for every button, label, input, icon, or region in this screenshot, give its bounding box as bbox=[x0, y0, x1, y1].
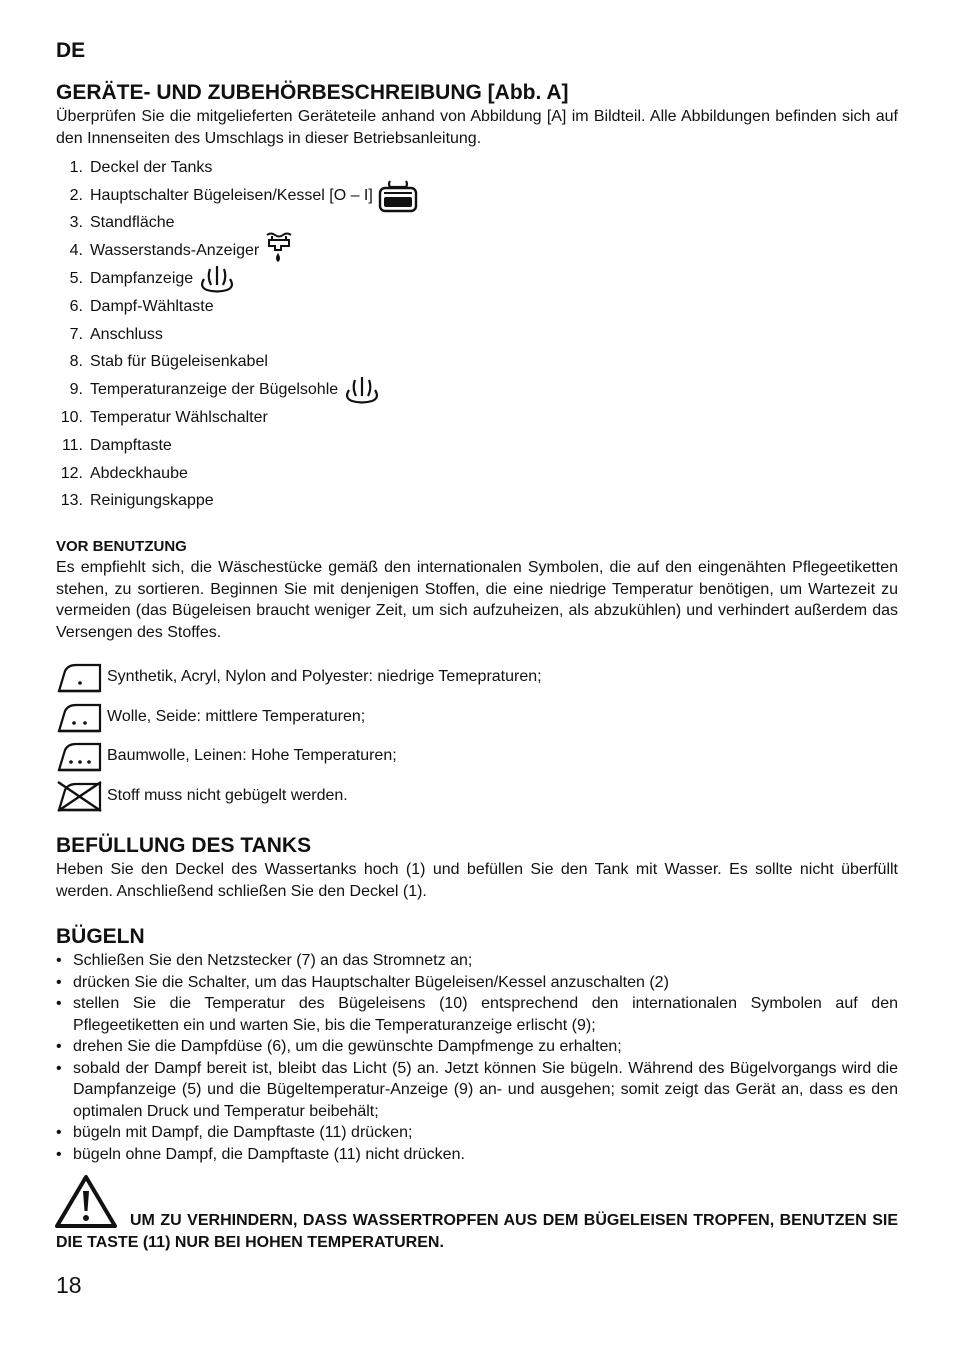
list-item: • Schließen Sie den Netzstecker (7) an das Stromnetz an; bbox=[56, 950, 898, 972]
page-number: 18 bbox=[56, 1272, 82, 1298]
list-item: • bügeln ohne Dampf, die Dampftaste (11) nicht drücken. bbox=[56, 1144, 898, 1166]
iron-one-dot-icon bbox=[56, 661, 102, 693]
before-use-heading: VOR BENUTZUNG bbox=[56, 538, 187, 556]
ironing-heading: BÜGELN bbox=[56, 925, 145, 949]
list-item: 2. Hauptschalter Bügeleisen/Kessel [O – I] bbox=[56, 182, 898, 210]
list-item: 4. Wasserstands-Anzeiger bbox=[56, 237, 898, 265]
list-item: • drücken Sie die Schalter, um das Hauptschalter Bügeleisen/Kessel anzuschalten (2) bbox=[56, 972, 898, 994]
list-item: 8. Stab für Bügeleisenkabel bbox=[69, 353, 268, 371]
parts-heading: GERÄTE- UND ZUBEHÖRBESCHREIBUNG [Abb. A] bbox=[56, 81, 569, 104]
list-item: 7. Anschluss bbox=[69, 325, 163, 343]
warning-text: UM ZU VERHINDERN, DASS WASSERTROPFEN AUS DEM BÜGELEISEN TROPFEN, BENUTZEN SIE DIE TASTE (11) NUR BEI HOHEN TEMPERATUREN. bbox=[56, 1212, 898, 1252]
steam-icon bbox=[343, 374, 381, 406]
ironing-steps bbox=[56, 950, 898, 1165]
parts-intro: Überprüfen Sie die mitgelieferten Geräteteile anhand von Abbildung [A] im Bildteil. Alle Abbildungen befinden sich auf den Innenseiten des Umschlags in dieser Betriebsanleitung. bbox=[56, 108, 898, 147]
water-level-icon bbox=[264, 231, 294, 267]
list-item: • bügeln mit Dampf, die Dampftaste (11) drücken; bbox=[56, 1122, 898, 1144]
boiler-switch-icon bbox=[378, 179, 418, 213]
iron-three-dots-icon bbox=[56, 740, 102, 772]
list-item: • sobald der Dampf bereit ist, bleibt das Licht (5) an. Jetzt können Sie bügeln. Während des Bügelvorgangs wird die Dampfanzeige (5) und die Bügeltemperatur-Anzeige (9) an- und ausgehen; somit zeigt das Gerät an, dass es den optimalen Druck und Temperatur beibehält; bbox=[56, 1058, 898, 1123]
iron-two-dots-icon bbox=[56, 701, 102, 733]
list-item: 10. Temperatur Wählschalter bbox=[60, 409, 268, 427]
list-item: 1. Deckel der Tanks bbox=[69, 158, 213, 176]
iron-crossed-icon bbox=[56, 780, 102, 812]
list-item: Synthetik, Acryl, Nylon and Polyester: niedrige Temepraturen; bbox=[56, 657, 898, 697]
warning-notice bbox=[56, 1175, 898, 1254]
list-item: 6. Dampf-Wähltaste bbox=[69, 297, 214, 315]
warning-triangle-icon bbox=[54, 1173, 118, 1229]
list-item: • stellen Sie die Temperatur des Bügeleisens (10) entsprechend den internationalen Symbolen auf den Pflegeetiketten ein und warten Sie, bis die Temperaturanzeige erlischt (9); bbox=[56, 993, 898, 1036]
language-label: DE bbox=[56, 39, 86, 62]
list-item: • drehen Sie die Dampfdüse (6), um die gewünschte Dampfmenge zu erhalten; bbox=[56, 1036, 898, 1058]
list-item: 13. Reinigungskappe bbox=[60, 492, 214, 510]
list-item: Stoff muss nicht gebügelt werden. bbox=[56, 776, 898, 816]
filling-text: Heben Sie den Deckel des Wassertanks hoch (1) und befüllen Sie den Tank mit Wasser. Es sollte nicht überfüllt werden. Anschließend schließen Sie den Deckel (1). bbox=[56, 861, 898, 900]
list-item: 9. Temperaturanzeige der Bügelsohle bbox=[56, 376, 898, 404]
ironing-symbols bbox=[56, 657, 898, 815]
filling-heading: BEFÜLLUNG DES TANKS bbox=[56, 834, 312, 858]
list-item: Wolle, Seide: mittlere Temperaturen; bbox=[56, 697, 898, 737]
parts-list bbox=[56, 154, 898, 515]
steam-icon bbox=[198, 263, 236, 295]
list-item: 11. Dampftaste bbox=[61, 436, 172, 454]
before-use-text: Es empfiehlt sich, die Wäschestücke gemäß den internationalen Symbolen, die auf den eingenähten Pflegeetiketten stehen, zu sortieren. Beginnen Sie mit denjenigen Stoffen, die eine niedrige Temperatur benötigen, um Wartezeit zu vermeiden (das Bügeleisen braucht weniger Zeit, um sich aufzuheizen, als abzukühlen) und verhindert außerdem das Versengen des Stoffes. bbox=[56, 559, 898, 641]
list-item: Baumwolle, Leinen: Hohe Temperaturen; bbox=[56, 736, 898, 776]
list-item: 12. Abdeckhaube bbox=[60, 464, 188, 482]
document-page bbox=[56, 38, 898, 1254]
list-item: 3. Standfläche bbox=[69, 214, 175, 232]
list-item: 5. Dampfanzeige bbox=[56, 265, 898, 293]
